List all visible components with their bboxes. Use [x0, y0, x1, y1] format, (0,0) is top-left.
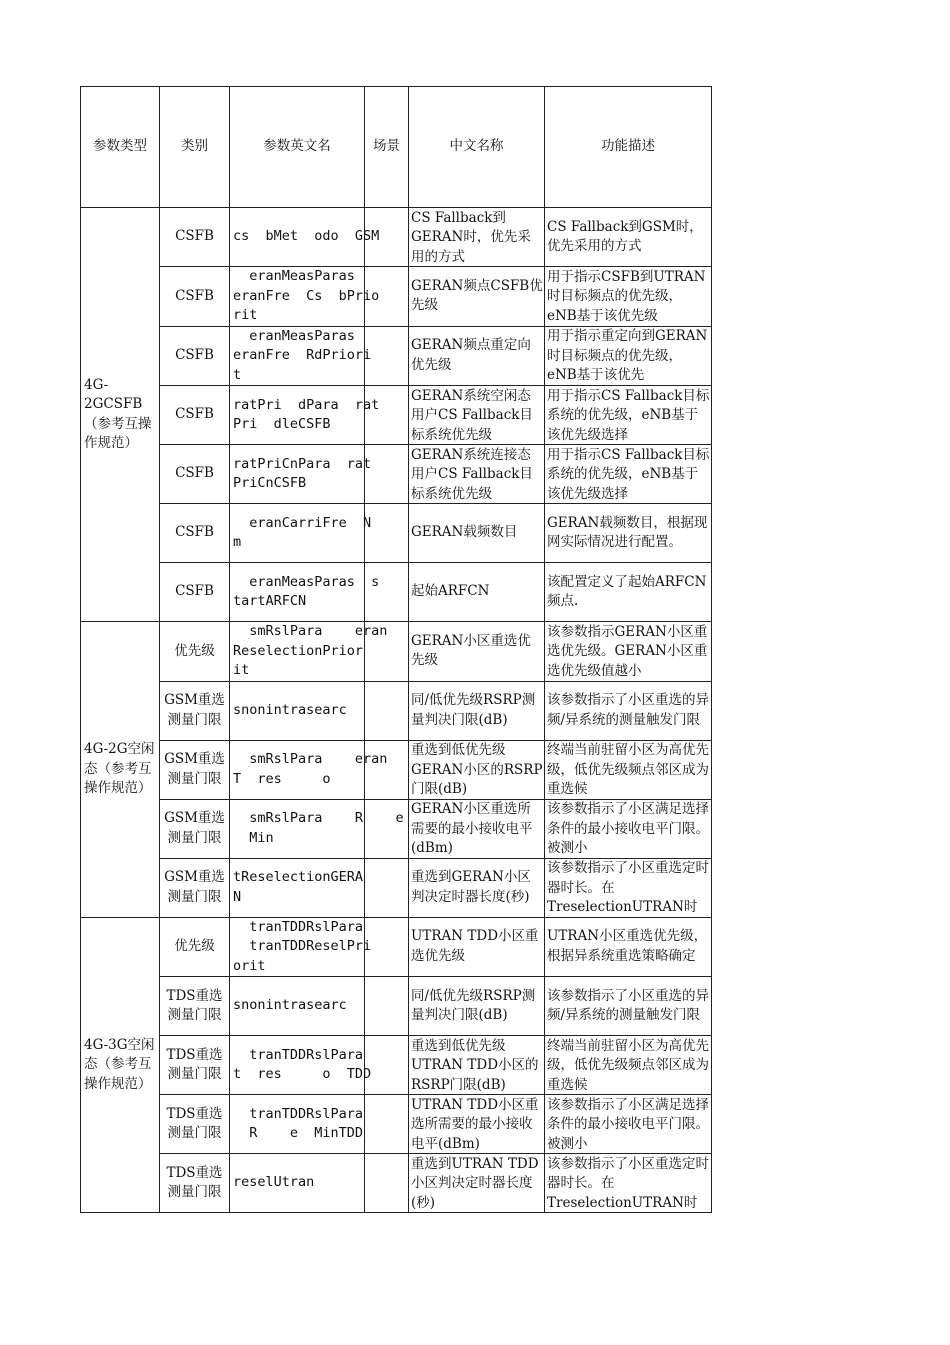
en-name-cell: reselUtran — [230, 1154, 365, 1213]
cn-name-cell — [409, 208, 545, 267]
scene-cell — [365, 1154, 409, 1213]
table-row — [81, 326, 712, 386]
en-name-cell: snonintrasearc — [230, 977, 365, 1036]
category-cell: TDS重选测量门限 — [160, 977, 230, 1036]
cn-name-cell-text: UTRAN TDD小区重选优先级 — [411, 928, 539, 964]
cn-name-cell — [409, 977, 545, 1036]
description-cell — [545, 799, 712, 858]
table-row — [81, 563, 712, 622]
en-name-cell: tReselectionGERA N — [230, 858, 365, 917]
description-cell-text: 该参数指示了小区满足选择条件的最小接收电平门限。被测小 — [547, 1096, 709, 1152]
description-cell — [545, 740, 712, 799]
description-cell-text: 该参数指示了小区重选定时器时长。在TreselectionUTRAN时 — [547, 1155, 709, 1211]
table-row — [81, 208, 712, 267]
cn-name-cell — [409, 1154, 545, 1213]
cn-name-cell-text: 重选到低优先级UTRAN TDD小区的RSRP门限(dB) — [411, 1037, 539, 1093]
cn-name-cell-text: GERAN小区重选所需要的最小接收电平(dBm) — [411, 801, 533, 856]
description-cell — [545, 1154, 712, 1213]
scene-cell — [365, 1095, 409, 1154]
description-cell-text: CS Fallback到GSM时，优先采用的方式 — [547, 218, 703, 254]
cn-name-cell-text: 同/低优先级RSRP测量判决门限(dB) — [411, 987, 536, 1023]
category-cell: TDS重选测量门限 — [160, 1036, 230, 1095]
cn-name-cell-text: 重选到GERAN小区判决定时器长度(秒) — [411, 869, 531, 905]
description-cell-text: 终端当前驻留小区为高优先级，低优先级频点邻区成为重选候 — [547, 1037, 709, 1093]
table-row — [81, 1036, 712, 1095]
scene-cell — [365, 799, 409, 858]
category-cell: GSM重选测量门限 — [160, 799, 230, 858]
cn-name-cell — [409, 1095, 545, 1154]
category-cell: GSM重选测量门限 — [160, 858, 230, 917]
description-cell-text: GERAN载频数目，根据现网实际情况进行配置。 — [547, 514, 708, 550]
cn-name-cell-text: GERAN系统空闲态用户CS Fallback目标系统优先级 — [411, 387, 533, 443]
table-row — [81, 1154, 712, 1213]
table-row — [81, 799, 712, 858]
scene-cell — [365, 858, 409, 917]
scene-cell — [365, 1036, 409, 1095]
table-row — [81, 267, 712, 327]
en-name-cell: eranMeasParas eranFre RdPriori t — [230, 326, 365, 386]
table-row — [81, 1095, 712, 1154]
category-cell: GSM重选测量门限 — [160, 740, 230, 799]
scene-cell — [365, 563, 409, 622]
cn-name-cell-text: GERAN频点CSFB优先级 — [411, 277, 543, 314]
scene-cell — [365, 445, 409, 504]
description-cell — [545, 681, 712, 740]
en-name-cell: eranMeasParas s tartARFCN — [230, 563, 365, 622]
description-cell-text: 用于指示重定向到GERAN时目标频点的优先级，eNB基于该优先 — [547, 328, 708, 384]
table-row — [81, 445, 712, 504]
en-name-cell: eranCarriFre N m — [230, 504, 365, 563]
cn-name-cell — [409, 622, 545, 682]
description-cell-text: 用于指示CS Fallback目标系统的优先级，eNB基于该优先级选择 — [547, 446, 710, 502]
description-cell — [545, 445, 712, 504]
scene-cell — [365, 977, 409, 1036]
cn-name-cell-text: UTRAN TDD小区重选所需要的最小接收电平(dBm) — [411, 1096, 539, 1152]
param-type-cell: 4G-2GCSFB（参考互操作规范） — [81, 208, 160, 622]
description-cell — [545, 1036, 712, 1095]
category-cell: GSM重选测量门限 — [160, 681, 230, 740]
table-body — [81, 208, 712, 1213]
cn-name-cell — [409, 799, 545, 858]
description-cell — [545, 563, 712, 622]
category-cell: CSFB — [160, 386, 230, 445]
header-type: 参数类型 — [81, 87, 160, 208]
category-cell: TDS重选测量门限 — [160, 1154, 230, 1213]
cn-name-cell-text: 重选到低优先级GERAN小区的RSRP门限(dB) — [411, 742, 543, 797]
description-cell — [545, 858, 712, 917]
cn-name-cell-text: 起始ARFCN — [411, 583, 490, 600]
en-name-cell: cs bMet odo GSM — [230, 208, 365, 267]
cn-name-cell-text: CS Fallback到GERAN时，优先采用的方式 — [411, 209, 531, 265]
description-cell — [545, 208, 712, 267]
scene-cell — [365, 386, 409, 445]
header-cn-name: 中文名称 — [409, 87, 545, 208]
description-cell — [545, 386, 712, 445]
en-name-cell: ratPriCnPara rat PriCnCSFB — [230, 445, 365, 504]
category-cell: CSFB — [160, 504, 230, 563]
category-cell: CSFB — [160, 445, 230, 504]
table-row — [81, 622, 712, 682]
scene-cell — [365, 740, 409, 799]
scene-cell — [365, 681, 409, 740]
en-name-cell: tranTDDRslPara t res o TDD — [230, 1036, 365, 1095]
en-name-cell: eranMeasParas eranFre Cs bPrio rit — [230, 267, 365, 327]
category-cell: CSFB — [160, 326, 230, 386]
parameter-table — [80, 86, 712, 1213]
table-row — [81, 681, 712, 740]
cn-name-cell-text: GERAN频点重定向优先级 — [411, 337, 531, 373]
description-cell-text: 该参数指示GERAN小区重选优先级。GERAN小区重选优先级值越小 — [547, 623, 708, 679]
cn-name-cell — [409, 267, 545, 327]
description-cell-text: 该参数指示了小区重选的异频/异系统的测量触发门限 — [547, 987, 709, 1023]
en-name-cell: smRslPara R e Min — [230, 799, 365, 858]
description-cell — [545, 1095, 712, 1154]
cn-name-cell — [409, 681, 545, 740]
scene-cell — [365, 326, 409, 386]
cn-name-cell — [409, 504, 545, 563]
description-cell-text: 用于指示CSFB到UTRAN时目标频点的优先级，eNB基于该优先级 — [547, 268, 706, 324]
en-name-cell: snonintrasearc — [230, 681, 365, 740]
table-row — [81, 386, 712, 445]
header-en-name: 参数英文名 — [230, 87, 365, 208]
cn-name-cell — [409, 1036, 545, 1095]
cn-name-cell — [409, 445, 545, 504]
description-cell — [545, 917, 712, 977]
en-name-cell: ratPri dPara rat Pri dleCSFB — [230, 386, 365, 445]
header-row — [81, 87, 712, 208]
cn-name-cell — [409, 386, 545, 445]
description-cell-text: 用于指示CS Fallback目标系统的优先级，eNB基于该优先级选择 — [547, 387, 710, 443]
param-type-cell: 4G-2G空闲态（参考互操作规范） — [81, 622, 160, 918]
param-type-cell: 4G-3G空闲态（参考互操作规范） — [81, 917, 160, 1213]
description-cell-text: 该参数指示了小区满足选择条件的最小接收电平门限。被测小 — [547, 801, 709, 856]
cn-name-cell-text: GERAN载频数目 — [411, 524, 518, 541]
cn-name-cell — [409, 740, 545, 799]
table-row — [81, 740, 712, 799]
cn-name-cell-text: 重选到UTRAN TDD小区判决定时器长度(秒) — [411, 1155, 539, 1211]
description-cell-text: 该参数指示了小区重选定时器时长。在TreselectionUTRAN时 — [547, 860, 709, 915]
cn-name-cell-text: 同/低优先级RSRP测量判决门限(dB) — [411, 692, 536, 728]
en-name-cell: tranTDDRslPara R e MinTDD — [230, 1095, 365, 1154]
description-cell-text: UTRAN小区重选优先级，根据异系统重选策略确定 — [547, 928, 708, 964]
header-category: 类别 — [160, 87, 230, 208]
description-cell-text: 该参数指示了小区重选的异频/异系统的测量触发门限 — [547, 692, 709, 728]
en-name-cell: smRslPara eran ReselectionPrior it — [230, 622, 365, 682]
description-cell-text: 终端当前驻留小区为高优先级，低优先级频点邻区成为重选候 — [547, 742, 709, 797]
table-row — [81, 917, 712, 977]
category-cell: CSFB — [160, 208, 230, 267]
cn-name-cell — [409, 858, 545, 917]
table-row — [81, 858, 712, 917]
header-scene: 场景 — [365, 87, 409, 208]
cn-name-cell-text: GERAN小区重选优先级 — [411, 632, 531, 669]
cn-name-cell-text: GERAN系统连接态用户CS Fallback目标系统优先级 — [411, 446, 533, 502]
description-cell-text: 该配置定义了起始ARFCN频点. — [547, 573, 707, 609]
category-cell: TDS重选测量门限 — [160, 1095, 230, 1154]
cn-name-cell — [409, 326, 545, 386]
header-desc: 功能描述 — [545, 87, 712, 208]
description-cell — [545, 977, 712, 1036]
description-cell — [545, 504, 712, 563]
cn-name-cell — [409, 563, 545, 622]
description-cell — [545, 267, 712, 327]
description-cell — [545, 622, 712, 682]
category-cell: 优先级 — [160, 917, 230, 977]
table-row — [81, 977, 712, 1036]
scene-cell — [365, 917, 409, 977]
description-cell — [545, 326, 712, 386]
en-name-cell: smRslPara eran T res o — [230, 740, 365, 799]
category-cell: CSFB — [160, 563, 230, 622]
cn-name-cell — [409, 917, 545, 977]
scene-cell — [365, 504, 409, 563]
category-cell: CSFB — [160, 267, 230, 327]
en-name-cell: tranTDDRslPara tranTDDReselPri orit — [230, 917, 365, 977]
category-cell: 优先级 — [160, 622, 230, 682]
table-row — [81, 504, 712, 563]
